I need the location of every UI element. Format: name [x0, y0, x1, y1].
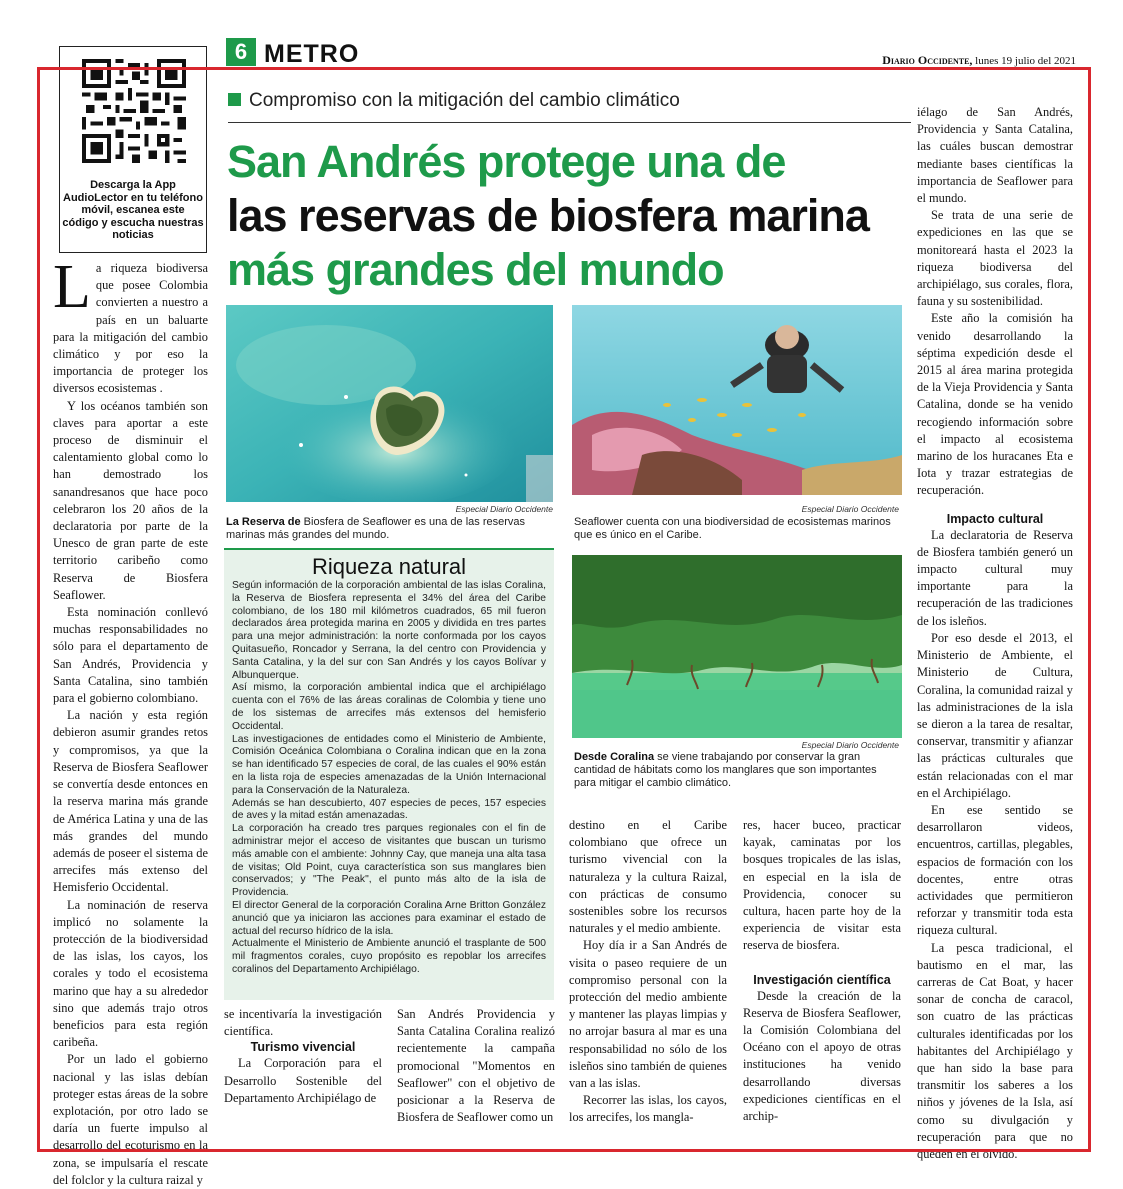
box-paragraph: Así mismo, la corporación ambiental indica que el archipiélago cuenta con el 76% de las áreas coralinas de Colombia y tiene uno de los sistemas de arrecifes más extensos del hemisferio Occidental.	[232, 682, 546, 732]
paragraph: La Corporación para el Desarrollo Sostenible del Departamento Archipiélago de	[224, 1056, 382, 1105]
subhead-impacto-cultural: Impacto cultural	[946, 511, 1044, 526]
lead-paragraph: La riqueza biodiversa que posee Colombia convierten a nuestro a país en un baluarte para la mitigación del cambio climático y por eso la importancia de proteger los diversos ecosistemas .	[53, 253, 208, 396]
box-paragraph: Además se han descubierto, 407 especies de peces, 157 especies de aves y la mitad están amenazadas.	[232, 797, 546, 822]
kicker-rule	[228, 122, 911, 123]
paragraph: destino en el Caribe colombiano que ofrece un turismo vivencial con la naturaleza y la cultura Raizal, con prácticas de consumo sostenibles sobre los recursos naturales y el medio ambiente.	[569, 818, 727, 936]
photo-credit: Especial Diario Occidente	[801, 740, 899, 750]
box-paragraph: El director General de la corporación Coralina Arne Britton González anunció que ya iniciaron las acciones para examinar el estado de actual del recurso hídrico de la isla.	[232, 899, 546, 937]
subhead-investigacion-cientifica: Investigación científica	[753, 972, 891, 987]
article-column-1	[53, 253, 208, 1189]
dateline	[780, 54, 1076, 68]
article-column-2	[224, 1006, 382, 1107]
paragraph: Se trata de una serie de expediciones en las que se monitoreará hasta el 2023 la riqueza biodiversa del archipiélago, sus corales, flora, fauna y su sostenibilidad.	[917, 208, 1073, 309]
paragraph: Desde la creación de la Reserva de Biosfera Seaflower, la Comisión Colombiana del Océano con el apoyo de otras instituciones ha venido desarrollando diversas expediciones científicas en el archip-	[743, 988, 901, 1124]
paragraph: Esta nominación conllevó muchas responsabilidades no sólo para el departamento de San Andrés, Providencia y Santa Catalina, sino también para el gobierno colombiano.	[53, 605, 208, 706]
qr-instructions: Descarga la App AudioLector en tu teléfono móvil, escanea este código y escucha nuestras noticias	[62, 179, 204, 241]
mangroves-image	[572, 555, 902, 738]
section-name: METRO	[264, 40, 360, 68]
masthead-rule	[226, 68, 1076, 69]
paragraph: Este año la comisión ha venido desarrollando la séptima expedición desde el 2015 al área marina protegida de la Vieja Providencia y Santa Catalina, donde se ha venido recogiendo información sobre el impacto al ecosistema marino de los huracanes Eta e Iota y trazar estrategias de recuperación.	[917, 311, 1073, 498]
photo-mangroves[interactable]	[572, 555, 902, 738]
headline-line-2: las reservas de biosfera marina	[227, 190, 869, 241]
box-paragraph: La corporación ha creado tres parques regionales con el fin de administrar mejor el acceso de visitantes que buscan un turismo más amable con el ambiente: Johnny Cay, que maneja una alta tasa de visitas; Old Point, cuya característica son sus manglares bien conservados; y "The Peak", el punto más alto de la isla de Providencia.	[232, 823, 546, 899]
audiolector-qr-block	[59, 46, 207, 253]
qr-code-icon[interactable]	[82, 59, 186, 163]
drop-cap: L	[53, 253, 91, 321]
box-title: Riqueza natural	[311, 554, 467, 579]
headline-line-1: San Andrés protege una de	[227, 136, 786, 187]
paragraph: Por eso desde el 2013, el Ministerio de Ambiente, el Ministerio de Cultura, Coralina, la comunidad raizal y las administraciones de la isla se dieron a la tarea de resaltar, conservar, transmitir y afianzar las prácticas culturales que están relacionadas con el mar en el Archipiélago.	[917, 630, 1073, 800]
box-paragraph: Actualmente el Ministerio de Ambiente anunció el trasplante de 500 mil fragmentos corales, cuyo propósito es repoblar los arrecifes coralinos del Departamento Archipiélago.	[232, 938, 546, 975]
photo-credit: Especial Diario Occidente	[801, 504, 899, 514]
caption-photo-1: La Reserva de Biosfera de Seaflower es una de las reservas marinas más grandes del mundo.	[226, 516, 526, 541]
paragraph: Por un lado el gobierno nacional y las islas debían proteger estas áreas de la sobre explotación, por otro lado se daría un fuerte impulso al desarrollo del ecoturismo en la zona, se impulsaría el rescate del folclor y la cultura raizal y	[53, 1052, 208, 1187]
caption-photo-3: Desde Coralina se viene trabajando por conservar la gran cantidad de hábitats como los manglares que son importantes para mitigar el cambio climático.	[574, 751, 877, 789]
paragraph: res, hacer buceo, practicar kayak, caminatas por los bosques tropicales de las islas, en especial en la isla de Providencia, conocer su cultura, hacen parte hoy de la experiencia de visitar esta reserva de biosfera.	[743, 818, 901, 953]
article-column-5	[743, 817, 901, 1125]
paragraph: Hoy día ir a San Andrés de visita o paseo requiere de un compromiso personal con la protección del medio ambiente y mantener las playas limpias y no arrojar basura al mar es una responsabilidad no sólo de los isleños sino también de quienes van a las islas.	[569, 938, 727, 1091]
paragraph: La nominación de reserva implicó no solamente la protección de la biodiversidad de las islas, los cayos, los corales y todo el ecosistema marino que hay a su alrededor sino que además trajo otros beneficios para esta región caribeña.	[53, 897, 208, 1050]
article-column-4	[569, 817, 727, 1127]
section-square-icon	[228, 93, 241, 106]
kicker	[228, 90, 680, 112]
box-text	[232, 580, 546, 977]
box-paragraph: Según información de la corporación ambiental de las islas Coralina, la Reserva de Biosfera representa el 34% del área del Caribe colombiano, de los 180 mil kilómetros cuadrados, 65 mil fueron declarados área protegida marina en 2005 y dividida en tres partes para una mejor administración: la norte conformada por los cayos Quitasueño, Roncador y Serrana, la del centro con Providencia y Santa Catalina, y la del sur con San Andrés y los cayos Bolívar y Albunquerque.	[232, 580, 546, 681]
photo-credit: Especial Diario Occidente	[455, 504, 553, 514]
headline-line-3: más grandes del mundo	[227, 244, 724, 295]
paragraph: La pesca tradicional, el bautismo en el mar, las carreras de Cat Boat, y hacer sonar de concha de caracol, son cuatro de las prácticas culturales identificadas por los habitantes del Archipiélago y que han sido la base para transmitir los saberes a los niños y jóvenes de la Isla, así como su divulgación y recuperación para que no queden en el olvido.	[917, 940, 1073, 1161]
kicker-text: Compromiso con la mitigación del cambio climático	[249, 90, 680, 111]
caption-photo-2: Seaflower cuenta con una biodiversidad de ecosistemas marinos que es único en el Caribe.	[574, 516, 891, 541]
paragraph: Y los océanos también son claves para aportar a este proceso de disminuir el calentamiento global como lo han demostrado los sanandresanos que hace poco celebraron los 20 años de la declaratoria por parte de la Unesco de gran parte de este territorio caribeño como Reserva de Biosfera Seaflower.	[53, 398, 208, 602]
paragraph: La nación y esta región debieron asumir grandes retos y compromisos, ya que la Reserva de Biosfera Seaflower se convertía desde entonces en la reserva marina más grande de América Latina y una de las más grandes del mundo además de poseer el sistema de arrecifes más extenso del Hemisferio Occidental.	[53, 708, 208, 895]
article-column-3	[397, 1006, 555, 1126]
newspaper-name: Diario Occidente,	[882, 53, 973, 67]
sidebar-box-riqueza-natural	[224, 548, 554, 1000]
section-number: 6	[226, 38, 256, 66]
box-paragraph: Las investigaciones de entidades como el Ministerio de Ambiente, Comisión Oceánica Colombiana o Coralina indican que en la zona se han identificado 57 especies de coral, de las cuales el 90% están en la lista roja de especies amenazadas de la Unión Internacional para la Conservación de la Naturaleza.	[232, 733, 546, 796]
photo-aerial-island[interactable]	[226, 305, 553, 502]
diver-coral-image	[572, 305, 902, 495]
article-column-6	[917, 104, 1073, 1163]
paragraph: La declaratoria de Reserva de Biosfera también generó un impacto cultural muy importante para la recuperación de las tradiciones de los isleños.	[917, 527, 1073, 628]
paragraph: Recorrer las islas, los cayos, los arrecifes, los mangla-	[569, 1093, 727, 1125]
paragraph: San Andrés Providencia y Santa Catalina Coralina realizó recientemente la campaña promocional "Momentos en Seaflower" con el objetivo de posicionar a la Reserva de Biosfera de Seaflower como un	[397, 1007, 555, 1125]
aerial-island-image	[226, 305, 553, 502]
issue-date: lunes 19 julio del 2021	[975, 55, 1076, 67]
paragraph: se incentivaría la investigación científica.	[224, 1007, 382, 1039]
subhead-turismo-vivencial: Turismo vivencial	[250, 1040, 356, 1055]
paragraph: iélago de San Andrés, Providencia y Santa Catalina, las cuáles buscan demostrar mediante bases científicas la importancia de Seaflower para el mundo.	[917, 105, 1073, 206]
photo-diver[interactable]	[572, 305, 902, 495]
paragraph: En ese sentido se desarrollaron videos, encuentros, cartillas, plegables, espacios de formación con los docentes, entre otras actividades que permitieron reforzar y transmitir toda esta riqueza cultural.	[917, 802, 1073, 938]
